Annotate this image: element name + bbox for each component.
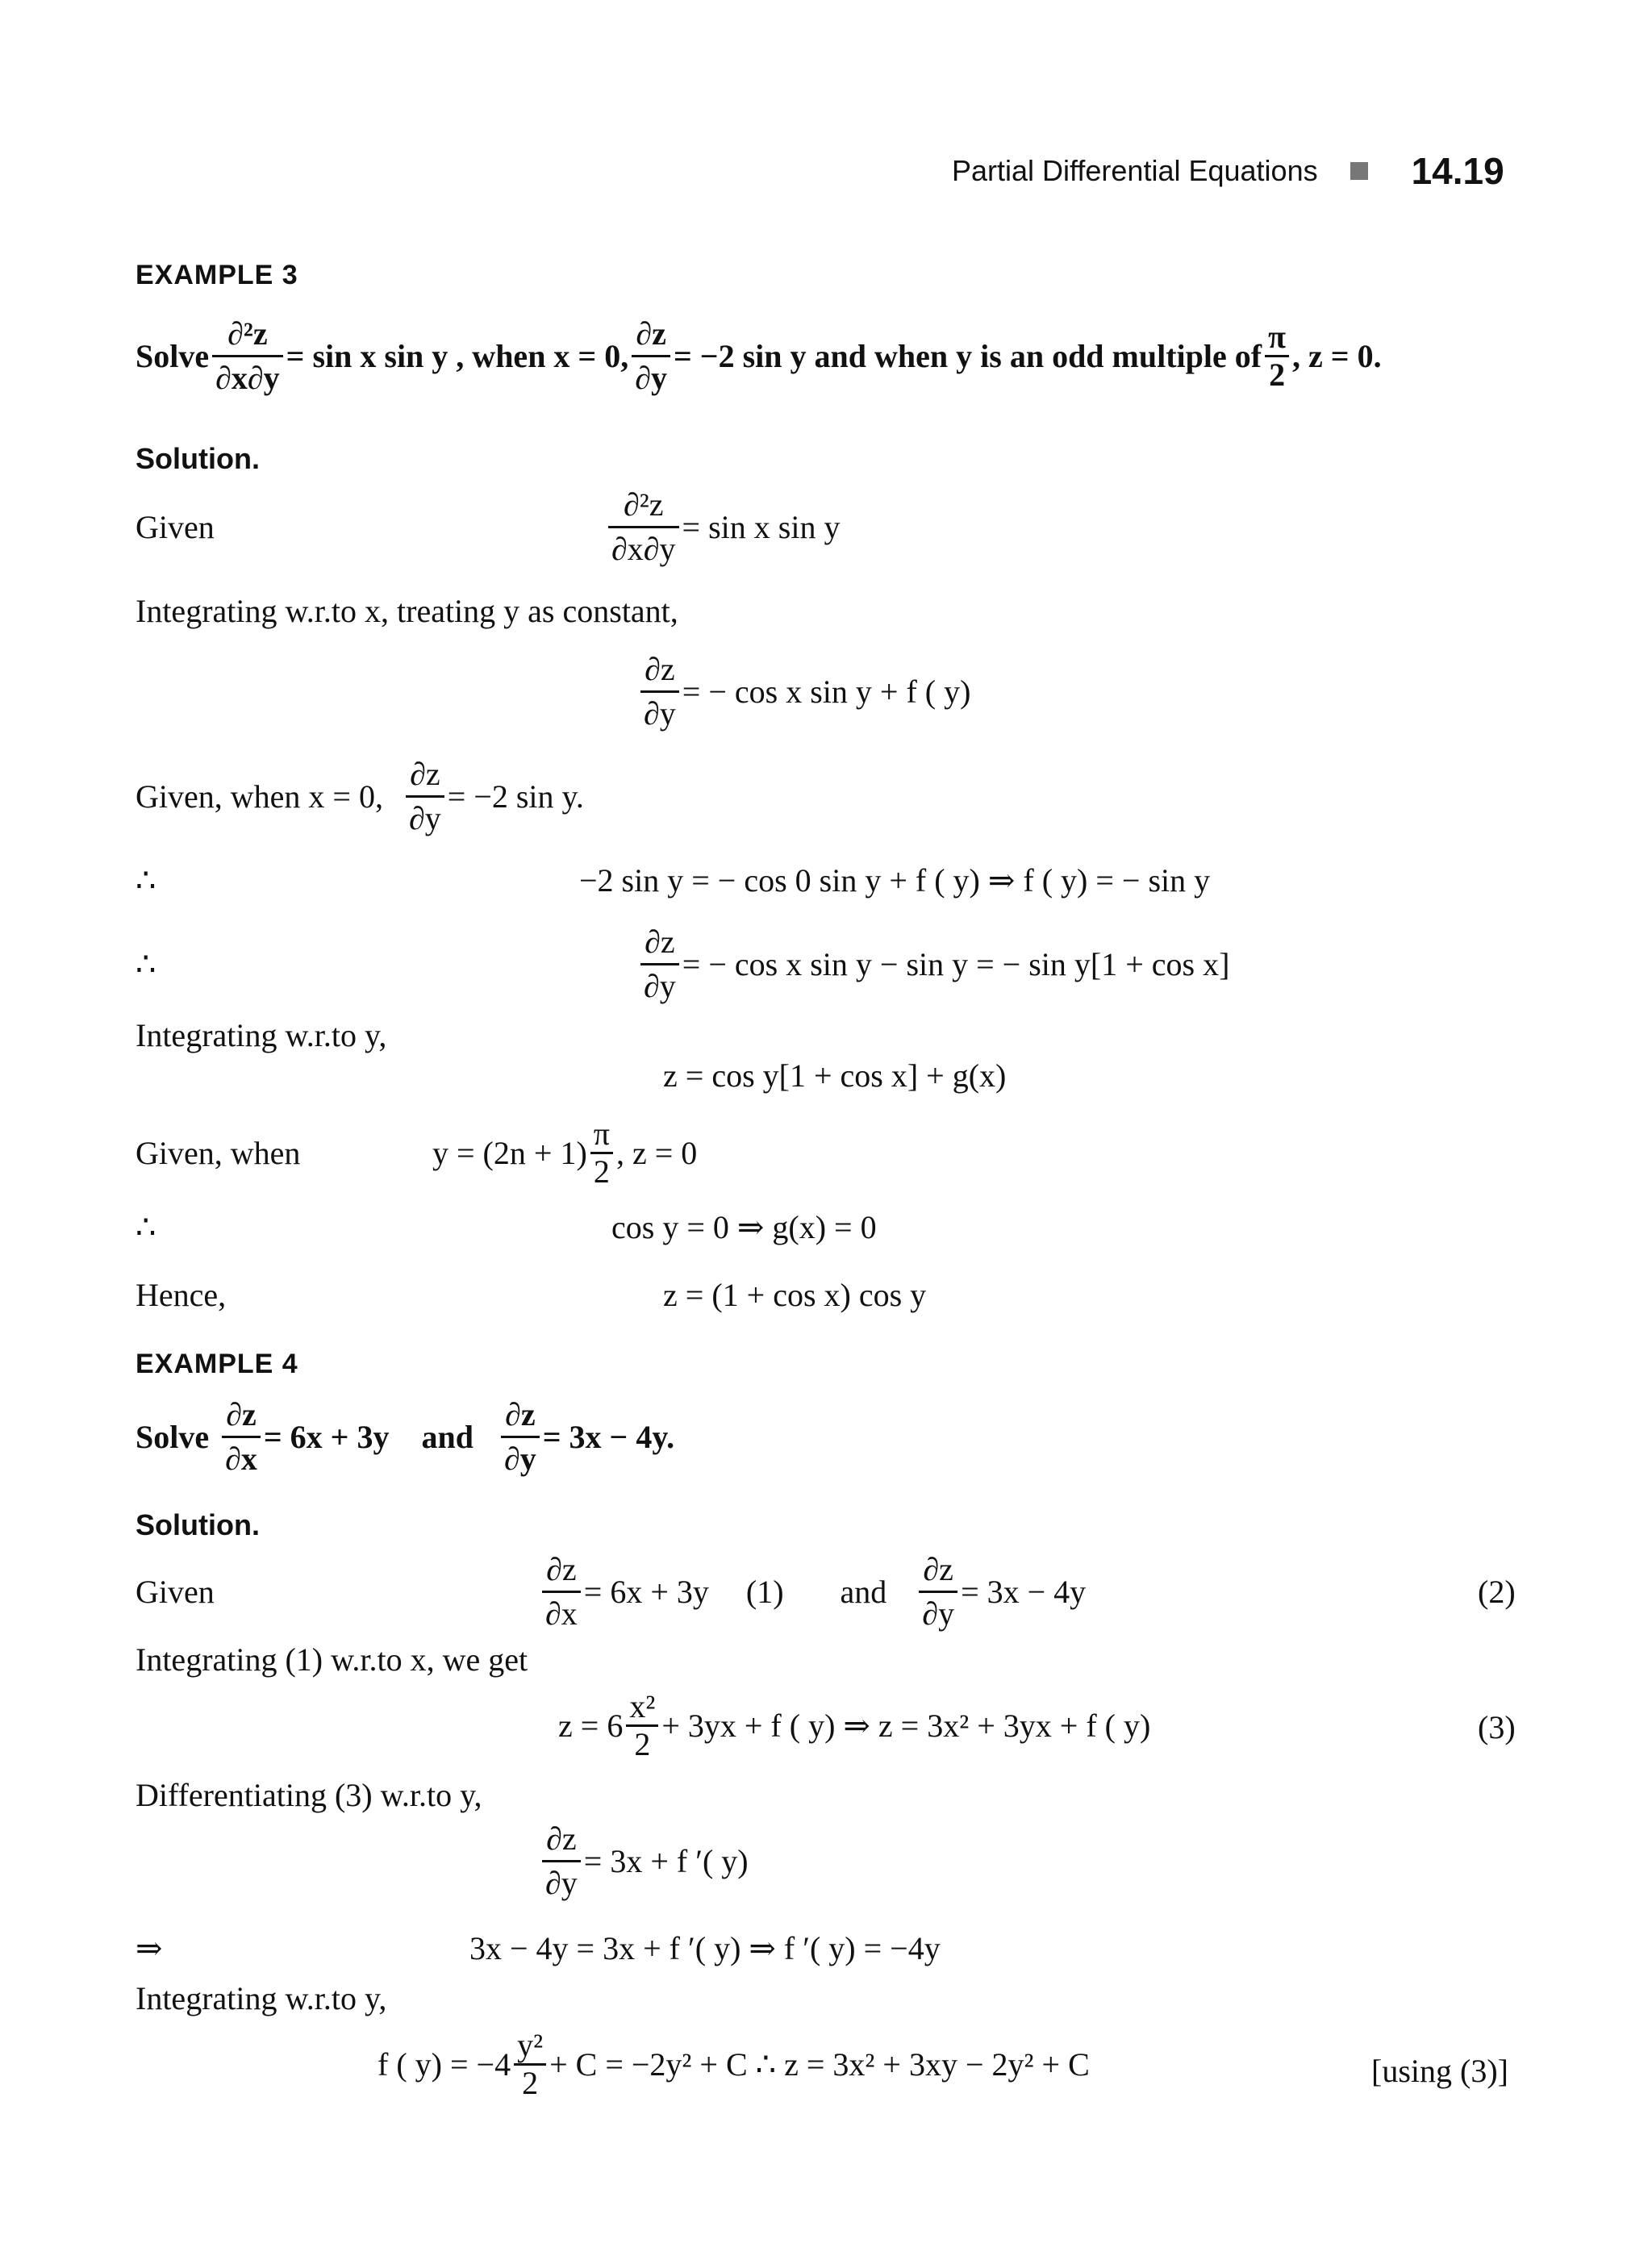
equation-text: = sin x sin y [682, 508, 841, 545]
fraction: $\frac{\text{x²}}{2}$ [626, 1689, 658, 1762]
equation [432, 1116, 697, 1190]
fraction: $\frac{\partial z}{\partial y}$ [632, 313, 670, 399]
problem-text: = 3x − 4y. [542, 1418, 675, 1455]
header-square-icon [1350, 162, 1368, 180]
chapter-title: Partial Differential Equations [952, 154, 1318, 187]
equation-text: = − cos x sin y + f ( y) [682, 673, 971, 710]
fraction: $\frac{\partial z}{\partial x}$ [222, 1394, 261, 1480]
text-line: Integrating w.r.to y, [136, 1017, 387, 1053]
equation-tag: (3) [1478, 1709, 1516, 1745]
therefore-symbol: ∴ [136, 862, 156, 899]
text: Given, when x = 0, [136, 778, 383, 815]
fraction: $\frac{\text{∂²z}}{\partial x\partial y}$ [608, 484, 679, 570]
equation: z = cos y[1 + cos x] + g(x) [663, 1057, 1007, 1094]
example-3-heading: EXAMPLE 3 [136, 260, 298, 290]
equation-text: f ( y) = −4 [378, 2045, 511, 2083]
problem-text: , z = 0. [1292, 337, 1382, 374]
equation-tag: [using (3)] [1371, 2053, 1508, 2089]
equation-text: = 3x − 4y [961, 1573, 1087, 1610]
equation [539, 1818, 749, 1904]
equation-text: y = (2n + 1) [432, 1134, 587, 1171]
page-number: 14.19 [1411, 150, 1504, 192]
given-label: Given [136, 509, 215, 545]
fraction: $\frac{\partial z}{\partial y}$ [406, 753, 444, 840]
text: and [840, 1573, 887, 1610]
equation: 3x − 4y = 3x + f ′( y) ⇒ f ′( y) = −4y [469, 1930, 941, 1966]
therefore-symbol: ∴ [136, 946, 156, 982]
text-line: Given, when [136, 1135, 301, 1171]
text-line: Hence, [136, 1277, 227, 1313]
fraction: $\frac{\pi}{2}$ [590, 1116, 613, 1190]
problem-text: = −2 sin y and when y is an odd multiple of [674, 337, 1262, 374]
equation [637, 648, 970, 735]
equation-text: + 3yx + f ( y) ⇒ z = 3x² + 3yx + f ( y) [661, 1707, 1151, 1744]
equation: cos y = 0 ⇒ g(x) = 0 [611, 1209, 877, 1245]
fraction: $\frac{\partial z}{\partial y}$ [640, 648, 679, 735]
therefore-symbol: ∴ [136, 1209, 156, 1245]
example-3-problem [136, 313, 1382, 399]
equation-text: z = 6 [558, 1707, 624, 1744]
given-label: Given [136, 1574, 215, 1610]
solution-label: Solution. [136, 1508, 260, 1541]
problem-text: = sin x sin y , when x = 0, [286, 337, 629, 374]
example-4-heading: EXAMPLE 4 [136, 1349, 298, 1379]
implies-symbol: ⇒ [136, 1930, 163, 1966]
equation-text: , z = 0 [615, 1134, 698, 1171]
equation: z = (1 + cos x) cos y [663, 1277, 927, 1313]
fraction: $\frac{\partial z}{\partial x}$ [542, 1549, 581, 1635]
fraction: $\frac{\text{y²}}{2}$ [514, 2028, 546, 2101]
text-line: Differentiating (3) w.r.to y, [136, 1777, 482, 1813]
equation-text: + C = −2y² + C ∴ z = 3x² + 3xy − 2y² + C [549, 2045, 1090, 2083]
equation [378, 2028, 1090, 2101]
solve-label: Solve [136, 1418, 210, 1455]
equation-text: = −2 sin y. [447, 778, 584, 815]
text-line: Integrating w.r.to y, [136, 1980, 387, 2016]
condition-line [136, 753, 584, 840]
solution-label: Solution. [136, 442, 260, 475]
equation-tag: (2) [1478, 1574, 1516, 1610]
equation-tag: (1) [745, 1573, 784, 1610]
fraction: $\frac{\partial z}{\partial y}$ [501, 1394, 540, 1480]
equation-text: = 6x + 3y [583, 1573, 709, 1610]
equation [558, 1689, 1150, 1762]
equation-text: = − cos x sin y − sin y = − sin y[1 + cos x] [682, 945, 1230, 982]
text-line: Integrating w.r.to x, treating y as constant, [136, 593, 678, 629]
equation: −2 sin y = − cos 0 sin y + f ( y) ⇒ f ( y) = − sin y [579, 862, 1211, 899]
fraction: $\frac{\partial z}{\partial y}$ [919, 1549, 957, 1635]
equation [605, 484, 840, 570]
text-line: Integrating (1) w.r.to x, we get [136, 1641, 528, 1678]
running-header [952, 147, 1504, 195]
equation [539, 1549, 1086, 1635]
equation-text: = 3x + f ′( y) [583, 1842, 749, 1879]
solve-label: Solve [136, 337, 210, 374]
problem-text: = 6x + 3y [263, 1418, 390, 1455]
fraction: $\frac{\text{∂²z}}{\partial x\partial y}$ [212, 313, 283, 399]
fraction: $\frac{\partial z}{\partial y}$ [542, 1818, 581, 1904]
fraction: $\frac{\partial z}{\partial y}$ [640, 921, 679, 1007]
example-4-problem [136, 1394, 674, 1480]
fraction: $\frac{\pi}{2}$ [1265, 319, 1289, 393]
equation [637, 921, 1229, 1007]
problem-text: and [421, 1418, 473, 1455]
